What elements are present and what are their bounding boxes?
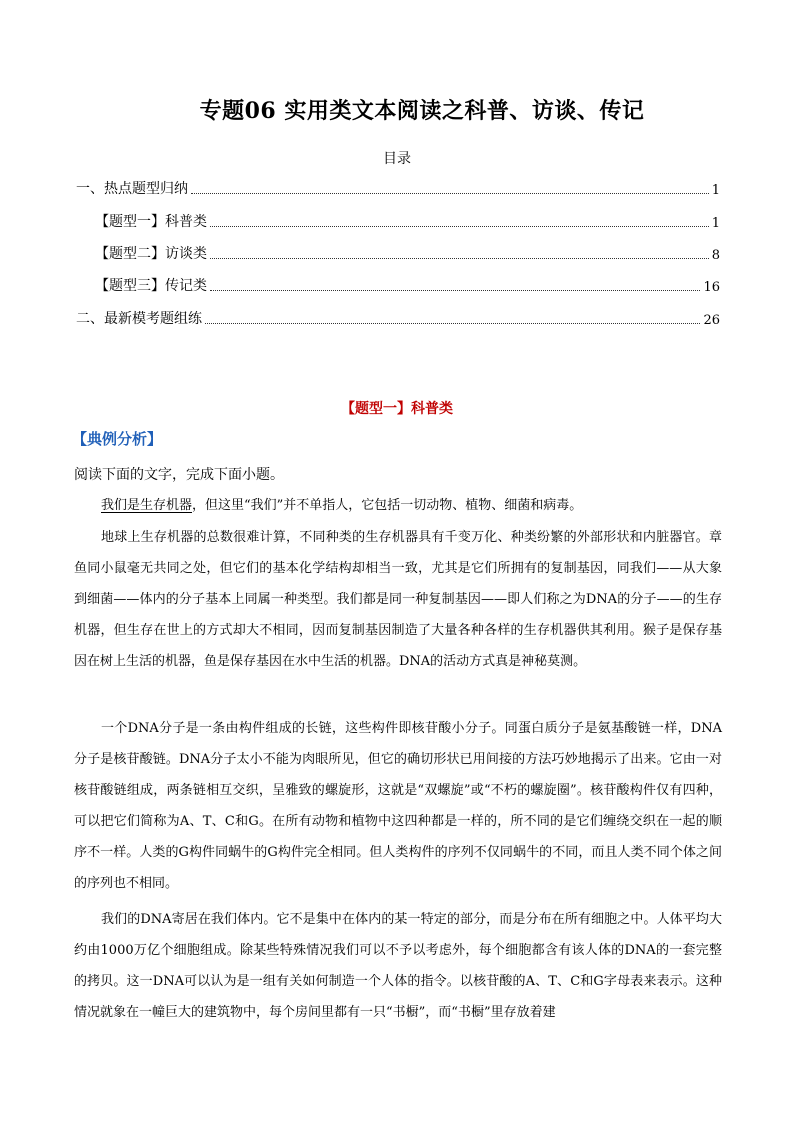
toc-entry[interactable] xyxy=(95,211,720,231)
toc-entry-page: 16 xyxy=(703,280,720,295)
toc-leader-dots xyxy=(205,322,700,324)
paragraph-1 xyxy=(74,490,722,521)
toc-entry-label: 【题型二】访谈类 xyxy=(95,246,207,262)
toc-entry-label: 一、热点题型归纳 xyxy=(76,181,188,197)
toc-entry-label: 二、最新模考题组练 xyxy=(76,311,202,327)
paragraph-4: 我们的DNA寄居在我们体内。它不是集中在体内的某一特定的部分，而是分布在所有细胞之中。人体平均大约由1000万亿个细胞组成。除某些特殊情况我们可以不予以考虑外，每个细胞都含有该人体的DNA的一套完整的拷贝。这一DNA可以认为是一组有关如何制造一个人体的指令。以核苷酸的A、T、C和G字母表来表示。这种情况就象在一幢巨大的建筑物中，每个房间里都有一只“书橱”，而“书橱”里存放着建 xyxy=(74,912,722,1020)
paragraph-text: ，但这里“我们”并不单指人，它包括一切动物、植物、细菌和病毒。 xyxy=(192,498,583,513)
section-heading: 【题型一】科普类 xyxy=(341,401,453,417)
toc-leader-dots xyxy=(210,257,709,259)
toc-entry[interactable] xyxy=(95,243,720,263)
toc-leader-dots xyxy=(191,192,709,194)
underlined-phrase: 我们是生存机器 xyxy=(101,498,193,513)
toc-entry-label: 【题型三】传记类 xyxy=(95,278,207,294)
toc-leader-dots xyxy=(210,225,709,227)
toc-entry-page: 1 xyxy=(711,183,720,198)
instruction-text: 阅读下面的文字，完成下面小题。 xyxy=(74,467,284,483)
toc-entry-label: 【题型一】科普类 xyxy=(95,214,207,230)
example-heading: 【典例分析】 xyxy=(72,430,163,448)
toc-entry-page: 8 xyxy=(711,248,720,263)
toc-entry-page: 26 xyxy=(703,313,720,328)
toc-entry[interactable] xyxy=(76,308,720,328)
document-title: 专题06 实用类文本阅读之科普、访谈、传记 xyxy=(199,98,645,124)
toc-entry[interactable] xyxy=(95,275,720,295)
paragraph-2: 地球上生存机器的总数很难计算，不同种类的生存机器具有千变万化、种类纷繁的外部形状和内脏器官。章鱼同小鼠毫无共同之处，但它们的基本化学结构却相当一致，尤其是它们所拥有的复制基因，同我们——从大象到细菌——体内的分子基本上同属一种类型。我们都是同一种复制基因——即人们称之为DNA的分子——的生存机器，但生存在世上的方式却大不相同，因而复制基因制造了大量各种各样的生存机器供其利用。猴子是保存基因在树上生活的机器，鱼是保存基因在水中生活的机器。DNA的活动方式真是神秘莫测。 xyxy=(74,530,722,669)
paragraph-3: 一个DNA分子是一条由构件组成的长链，这些构件即核苷酸小分子。同蛋白质分子是氨基酸链一样，DNA分子是核苷酸链。DNA分子太小不能为肉眼所见，但它的确切形状已用间接的方法巧妙地揭示了出来。它由一对核苷酸链组成，两条链相互交织，呈雅致的螺旋形，这就是“双螺旋”或“不朽的螺旋圈”。核苷酸构件仅有四种，可以把它们简称为A、T、C和G。在所有动物和植物中这四种都是一样的，所不同的是它们缠绕交织在一起的顺序不一样。人类的G构件同蜗牛的G构件完全相同。但人类构件的序列不仅同蜗牛的不同，而且人类不同个体之间的序列也不相同。 xyxy=(74,721,722,891)
toc-leader-dots xyxy=(210,289,700,291)
toc-heading: 目录 xyxy=(383,151,411,167)
toc-entry[interactable] xyxy=(76,178,720,198)
toc-entry-page: 1 xyxy=(711,216,720,231)
